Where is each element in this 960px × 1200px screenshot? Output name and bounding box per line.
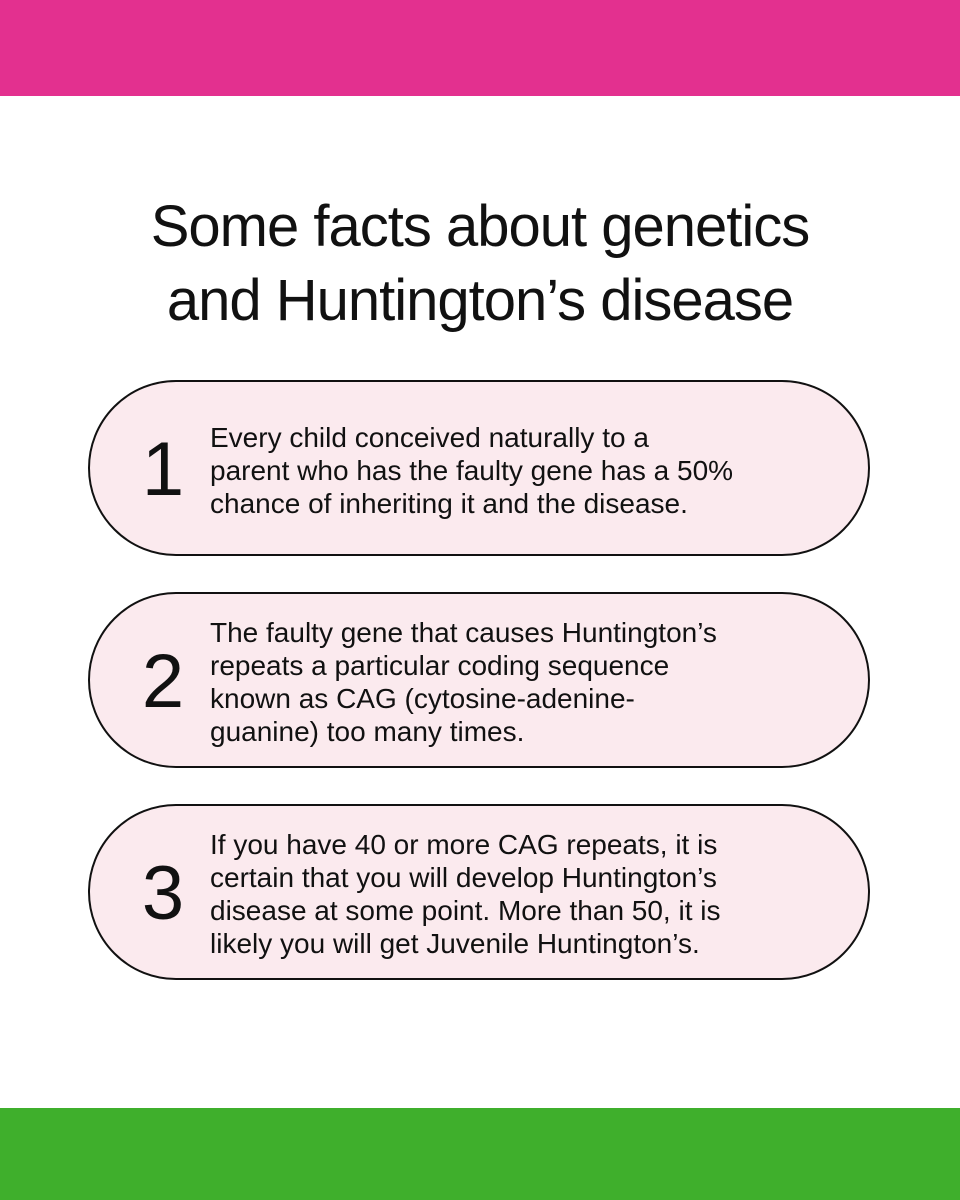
title-line-2: and Huntington’s disease	[166, 268, 794, 333]
bottom-color-bar	[0, 1108, 960, 1200]
fact-text-3: If you have 40 or more CAG repeats, it is certain that you will develop Huntington’s disease at some point. More than 50, it is likely you will get Juvenile Huntington’s.	[210, 829, 721, 959]
fact-card-3	[88, 804, 870, 980]
page-title	[0, 190, 960, 338]
title-line-1: Some facts about genetics	[150, 194, 810, 259]
fact-text-1: Every child conceived naturally to a parent who has the faulty gene has a 50% chance of inheriting it and the disease.	[210, 421, 734, 519]
fact-number-2: 2	[141, 639, 185, 724]
fact-card-2	[88, 592, 870, 768]
fact-number-3: 3	[141, 851, 185, 936]
fact-text-2: The faulty gene that causes Huntington’s repeats a particular coding sequence known as CAG (cytosine-adenine- guanine) too many times.	[210, 617, 717, 747]
top-color-bar	[0, 0, 960, 96]
fact-card-1	[88, 380, 870, 556]
fact-number-1: 1	[141, 427, 185, 512]
